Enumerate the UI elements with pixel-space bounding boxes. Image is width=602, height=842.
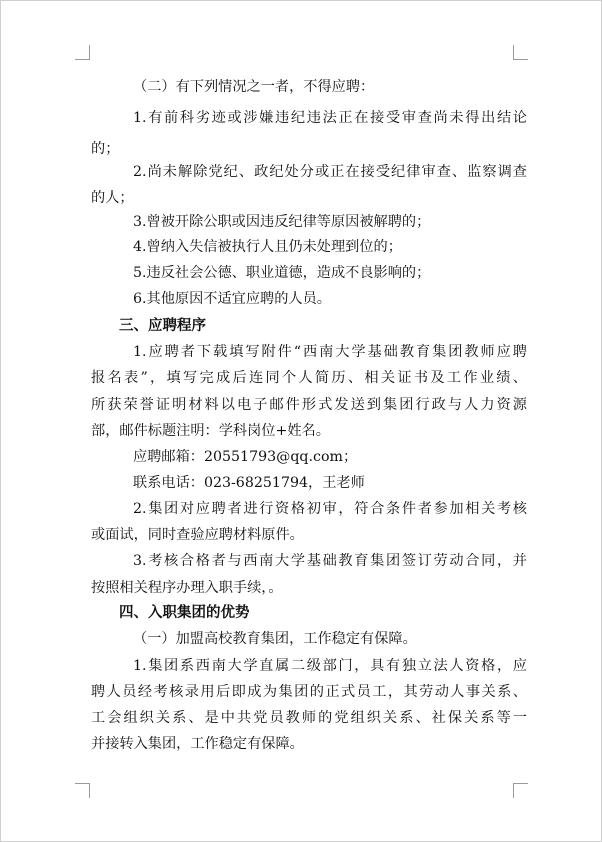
subsection-title: （二）有下列情况之一者，不得应聘： (133, 79, 375, 95)
contact-phone: 联系电话：023-68251794，王老师 (133, 475, 365, 491)
contact-email: 应聘邮箱：20551793@qq.com； (133, 449, 358, 465)
section-heading: 四、入职集团的优势 (119, 605, 250, 621)
paragraph-line: 报名表”，填写完成后连同个人简历、相关证书及工作业绩、 (91, 370, 527, 386)
list-item: 2.尚未解除党纪、政纪处分或正在接受纪律审查、监察调查 (133, 164, 527, 180)
margin-mark-bottom-left (75, 783, 90, 798)
paragraph-line: 1.集团系西南大学直属二级部门，具有独立法人资格，应 (133, 658, 527, 674)
list-item: 5.违反社会公德、职业道德，造成不良影响的； (133, 265, 431, 281)
paragraph-line: 1.应聘者下载填写附件“西南大学基础教育集团教师应聘 (133, 344, 527, 360)
list-item: 6.其他原因不适宜应聘的人员。 (133, 291, 331, 307)
subsection-title: （一）加盟高校教育集团，工作稳定有保障。 (133, 631, 417, 647)
list-item-continuation: 的人； (91, 190, 134, 206)
list-item: 3.曾被开除公职或因违反纪律等原因被解聘的； (133, 214, 431, 230)
paragraph-line: 或面试，同时查验应聘材料原件。 (91, 527, 304, 543)
paragraph-line: 部，邮件标题注明：学科岗位+姓名。 (91, 423, 330, 439)
list-item: 1.有前科劣迹或涉嫌违纪违法正在接受审查尚未得出结论 (133, 110, 527, 126)
paragraph-line: 2.集团对应聘者进行资格初审，符合条件者参加相关考核 (133, 501, 527, 517)
margin-mark-bottom-right (513, 783, 528, 798)
margin-mark-top-left (75, 45, 90, 60)
paragraph-line: 并接转入集团，工作稳定有保障。 (91, 736, 304, 752)
margin-mark-top-right (513, 45, 528, 60)
list-item-continuation: 的； (91, 141, 120, 157)
paragraph-line: 聘人员经考核录用后即成为集团的正式员工，其劳动人事关系、 (91, 684, 527, 700)
section-heading: 三、应聘程序 (119, 318, 206, 334)
paragraph-line: 按照相关程序办理入职手续，。 (91, 580, 283, 596)
paragraph-line: 3.考核合格者与西南大学基础教育集团签订劳动合同，并 (133, 553, 527, 569)
paragraph-line: 工会组织关系、是中共党员教师的党组织关系、社保关系等一 (91, 710, 527, 726)
paragraph-line: 所获荣誉证明材料以电子邮件形式发送到集团行政与人力资源 (91, 397, 527, 413)
list-item: 4.曾纳入失信被执行人且仍未处理到位的； (133, 239, 402, 255)
